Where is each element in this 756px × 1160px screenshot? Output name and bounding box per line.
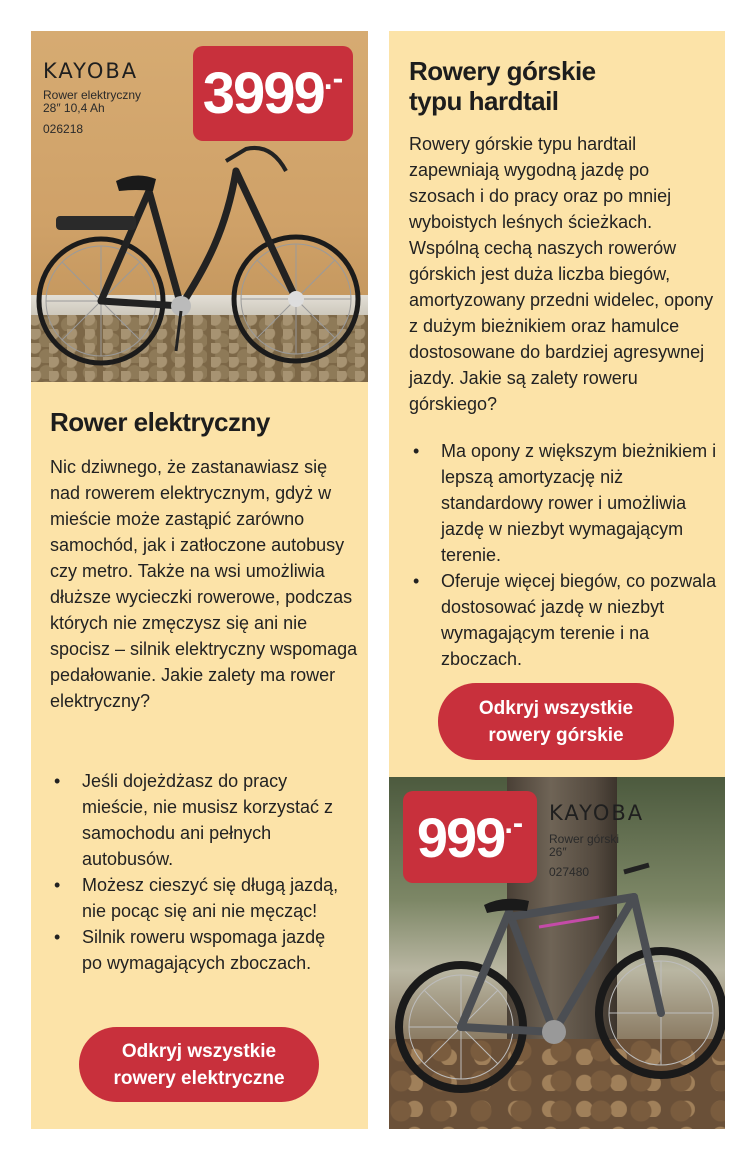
product-code: 026218 [43,122,84,136]
section-paragraph: Rowery górskie typu hardtail zapewniają wygodną jazdę po szosach i do pracy oraz po mniej wyboistych leśnych ścieżkach. Wspólną cechą naszych rowerów górskich jest duża liczba biegów, amortyzowany przedni widelec, opony z dużym bieżnikiem oraz hamulce dostosowane do bardziej agresywnej jazdy. Jakie są zalety roweru górskiego? [409,134,714,414]
price-suffix: .- [504,805,524,840]
price-badge [193,46,353,141]
product-name: Rower elektryczny [43,88,142,102]
section-paragraph: Nic dziwnego, że zastanawiasz się nad rowerem elektrycznym, gdyż w mieście może zastąpić zarówno samochód, jak i zatłoczone autobusy czy metro. Także na wsi umożliwia dłuższe wycieczki rowerowe, podczas których nie zmęczysz się ani nie spocisz – silnik elektryczny wspomaga pedałowanie. Jakie zalety ma rower elektryczny? [50,457,358,711]
benefits-list [409,438,719,672]
mountain-bike-panel [389,31,725,1129]
price-value: 999 [416,805,505,869]
product-code: 027480 [549,865,590,879]
heading-line2: typu hardtail [409,86,559,116]
section-heading [409,56,596,116]
button-label-line1: Odkryj wszystkie [478,697,634,719]
section-heading: Rower elektryczny [50,407,270,437]
product-name: Rower górski [549,832,620,846]
list-item: • Oferuje więcej biegów, co pozwala dostosować jazdę w niezbyt wymagającym terenie i na zboczach. [409,568,719,672]
price-badge [403,791,537,883]
brand-logo: KAYOBA [43,59,139,83]
button-label-line2: rowery górskie [488,724,624,746]
heading-line1: Rowery górskie [409,56,596,86]
discover-mountain-bikes-button[interactable] [438,683,674,760]
benefits-list [50,768,350,976]
product-spec: 28″ 10,4 Ah [43,101,105,115]
list-item: • Ma opony z większym bieżnikiem i lepszą amortyzację niż standardowy rower i umożliwia jazdę w niezbyt wymagającym terenie. [409,438,719,568]
brand-logo: KAYOBA [549,801,645,825]
discover-electric-bikes-button[interactable] [79,1027,319,1102]
list-item: • Silnik roweru wspomaga jazdę po wymagających zboczach. [50,924,350,976]
button-label-line2: rowery elektryczne [113,1067,285,1089]
product-spec: 26″ [549,845,567,859]
electric-bike-panel [31,31,368,1129]
list-item: • Jeśli dojeżdżasz do pracy mieście, nie musisz korzystać z samochodu ani pełnych autobusów. [50,768,350,872]
list-item: • Możesz cieszyć się długą jazdą, nie pocąc się ani nie męcząc! [50,872,350,924]
price-suffix: .- [323,60,344,96]
button-label-line1: Odkryj wszystkie [121,1040,277,1062]
price-value: 3999 [202,61,324,126]
